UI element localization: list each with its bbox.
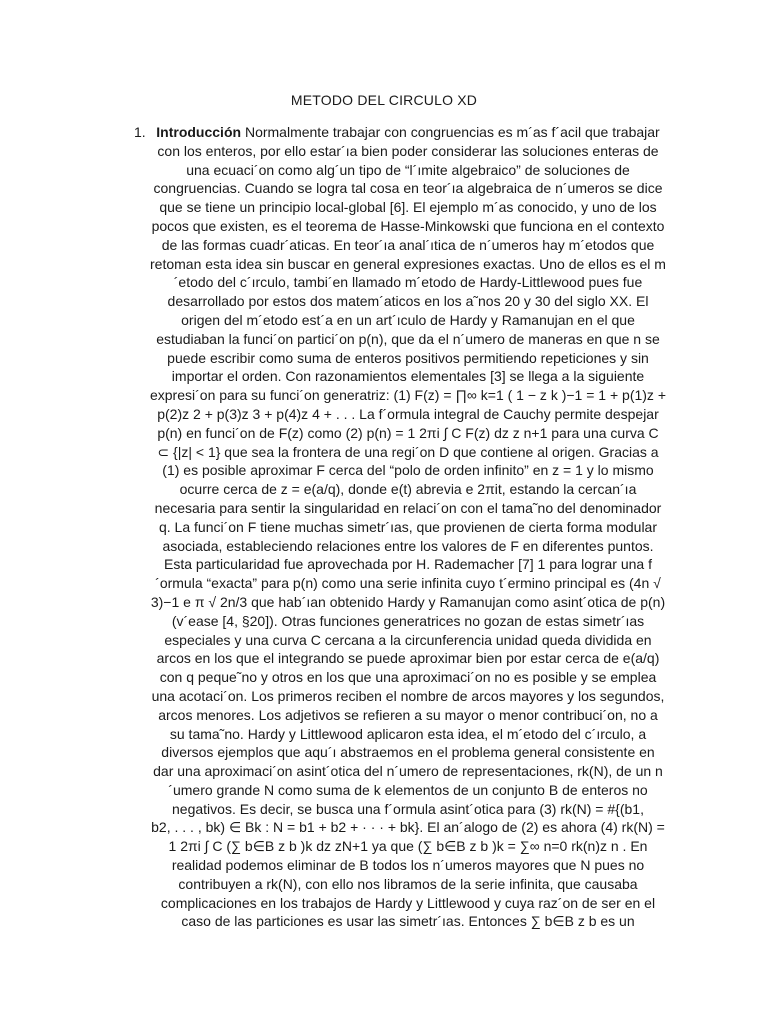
paragraph-line: desarrollado por estos dos matem´aticos en los a˜nos 20 y 30 del siglo XX. El bbox=[167, 293, 649, 310]
paragraph-line: una ecuaci´on como alg´un tipo de “l´ımite algebraico” de soluciones de bbox=[186, 161, 630, 178]
paragraph-line: que se tiene un principio local-global [6]. El ejemplo m´as conocido, y uno de los bbox=[159, 199, 657, 216]
paragraph-line: ⊂ {|z| < 1} que sea la frontera de una regi´on D que contiene al origen. Gracias a bbox=[157, 443, 659, 460]
paragraph-line: importar el orden. Con razonamientos elementales [3] se llega a la siguiente bbox=[171, 368, 645, 385]
paragraph-line: ´ormula “exacta” para p(n) como una serie infinita cuyo t´ermino principal es (4n √ bbox=[155, 575, 661, 592]
paragraph-line: 3)−1 e π √ 2n/3 que hab´ıan obtenido Hardy y Ramanujan como asint´otica de p(n) bbox=[150, 593, 666, 610]
paragraph-line: origen del m´etodo est´a en un art´ıculo de Hardy y Ramanujan en el que bbox=[181, 311, 635, 328]
paragraph-line: una acotaci´on. Los primeros reciben el nombre de arcos mayores y los segundos, bbox=[151, 687, 665, 704]
paragraph-line: contribuyen a rk(N), con ello nos libramos de la serie infinita, que causaba bbox=[178, 875, 638, 892]
paragraph-line: (v´ease [4, §20]). Otras funciones generatrices no gozan de estas simetr´ıas bbox=[171, 612, 645, 629]
paragraph-line: de las formas cuadr´aticas. En teor´ıa anal´ıtica de n´umeros hay m´etodos que bbox=[161, 236, 655, 253]
paragraph-line: su tama˜no. Hardy y Littlewood aplicaron esta idea, el m´etodo del c´ırculo, a bbox=[169, 725, 647, 742]
paragraph-line: realidad podemos eliminar de B todos los n´umeros mayores que N pues no bbox=[171, 857, 645, 874]
paragraph-line: especiales y una curva C cercana a la circunferencia unidad queda dividida en bbox=[164, 631, 652, 648]
paragraph-line: caso de las particiones es usar las simetr´ıas. Entonces ∑ b∈B z b es un bbox=[181, 913, 635, 930]
paragraph-line: p(2)z 2 + p(3)z 3 + p(4)z 4 + . . . La f´ormula integral de Cauchy permite despejar bbox=[157, 405, 659, 422]
paragraph-line: expresi´on para su funci´on generatriz: (1) F(z) = ∏∞ k=1 ( 1 − z k )−1 = 1 + p(1)z + bbox=[149, 387, 666, 404]
paragraph-line: ocurre cerca de z = e(a/q), donde e(t) abrevia e 2πit, estando la cercan´ıa bbox=[179, 481, 637, 498]
paragraph-line: negativos. Es decir, se busca una f´ormula asint´otica para (3) rk(N) = #{(b1, bbox=[172, 800, 644, 817]
first-line-text: Normalmente trabajar con congruencias es m´as f´acil que trabajar bbox=[241, 124, 660, 140]
paragraph-line: p(n) en funci´on de F(z) como (2) p(n) = 1 2πi ∫ C F(z) dz z n+1 para una curva C bbox=[157, 424, 659, 441]
paragraph-line: estudiaban la funci´on partici´on p(n), que da el n´umero de maneras en que n se bbox=[156, 330, 660, 347]
paragraph-line: dar una aproximaci´on asint´otica del n´umero de representaciones, rk(N), de un n bbox=[153, 763, 663, 780]
paragraph-line: complicaciones en los trabajos de Hardy y Littlewood y cuya raz´on de ser en el bbox=[160, 894, 656, 911]
paragraph-line: con los enteros, por ello estar´ıa bien poder considerar las soluciones enteras de bbox=[157, 142, 659, 159]
paragraph-line: b2, . . . , bk) ∈ Bk : N = b1 + b2 + · · · + bk}. El an´alogo de (2) es ahora (4) rk(N) = bbox=[151, 819, 665, 836]
paragraph-line: 1 2πi ∫ C (∑ b∈B z b )k dz zN+1 ya que (∑ b∈B z b )k = ∑∞ n=0 rk(n)z n . En bbox=[168, 838, 648, 855]
paragraph-line: q. La funci´on F tiene muchas simetr´ıas, que provienen de cierta forma modular bbox=[158, 518, 658, 535]
paragraph-line: diversos ejemplos que aqu´ı abstraemos en el problema general consistente en bbox=[161, 744, 655, 761]
document-title: METODO DEL CIRCULO XD bbox=[290, 92, 478, 108]
paragraph-line: puede escribir como suma de enteros positivos permitiendo repeticiones y sin bbox=[167, 349, 649, 366]
paragraph-line: pocos que existen, es el teorema de Hasse-Minkowski que funciona en el contexto bbox=[151, 217, 665, 234]
paragraph-line: Esta particularidad fue aprovechada por H. Rademacher [7] 1 para lograr una f bbox=[164, 556, 652, 573]
paragraph-line: con q peque˜no y otros en los que una aproximaci´on no es posible y se emplea bbox=[159, 669, 657, 686]
paragraph-line: arcos en los que el integrando se puede aproximar bien por estar cerca de e(a/q) bbox=[156, 650, 660, 667]
paragraph-line: ´etodo del c´ırculo, tambi´en llamado m´etodo de Hardy-Littlewood pues fue bbox=[173, 274, 643, 291]
paragraph-line: congruencias. Cuando se logra tal cosa en teor´ıa algebraica de n´umeros se dice bbox=[153, 180, 663, 197]
paragraph-line: necesaria para sentir la singularidad en relaci´on con el tama˜no del denominador bbox=[154, 499, 662, 516]
paragraph-line: (1) es posible aproximar F cerca del “polo de orden infinito” en z = 1 y lo mismo bbox=[162, 462, 654, 479]
paragraph-line: ´umero grande N como suma de k elementos de un conjunto B de enteros no bbox=[168, 781, 648, 798]
paragraph-line bbox=[138, 123, 678, 142]
section-heading: Introducción bbox=[156, 124, 242, 140]
paragraph-line: asociada, estableciendo relaciones entre los valores de F en diferentes puntos. bbox=[162, 537, 654, 554]
section-number: 1. bbox=[134, 124, 146, 140]
section-body bbox=[138, 123, 678, 931]
paragraph-line: retoman esta idea sin buscar en general expresiones exactas. Uno de ellos es el m bbox=[150, 255, 666, 272]
paragraph-line: arcos menores. Los adjetivos se refieren a su mayor o menor contribuci´on, no a bbox=[158, 706, 658, 723]
